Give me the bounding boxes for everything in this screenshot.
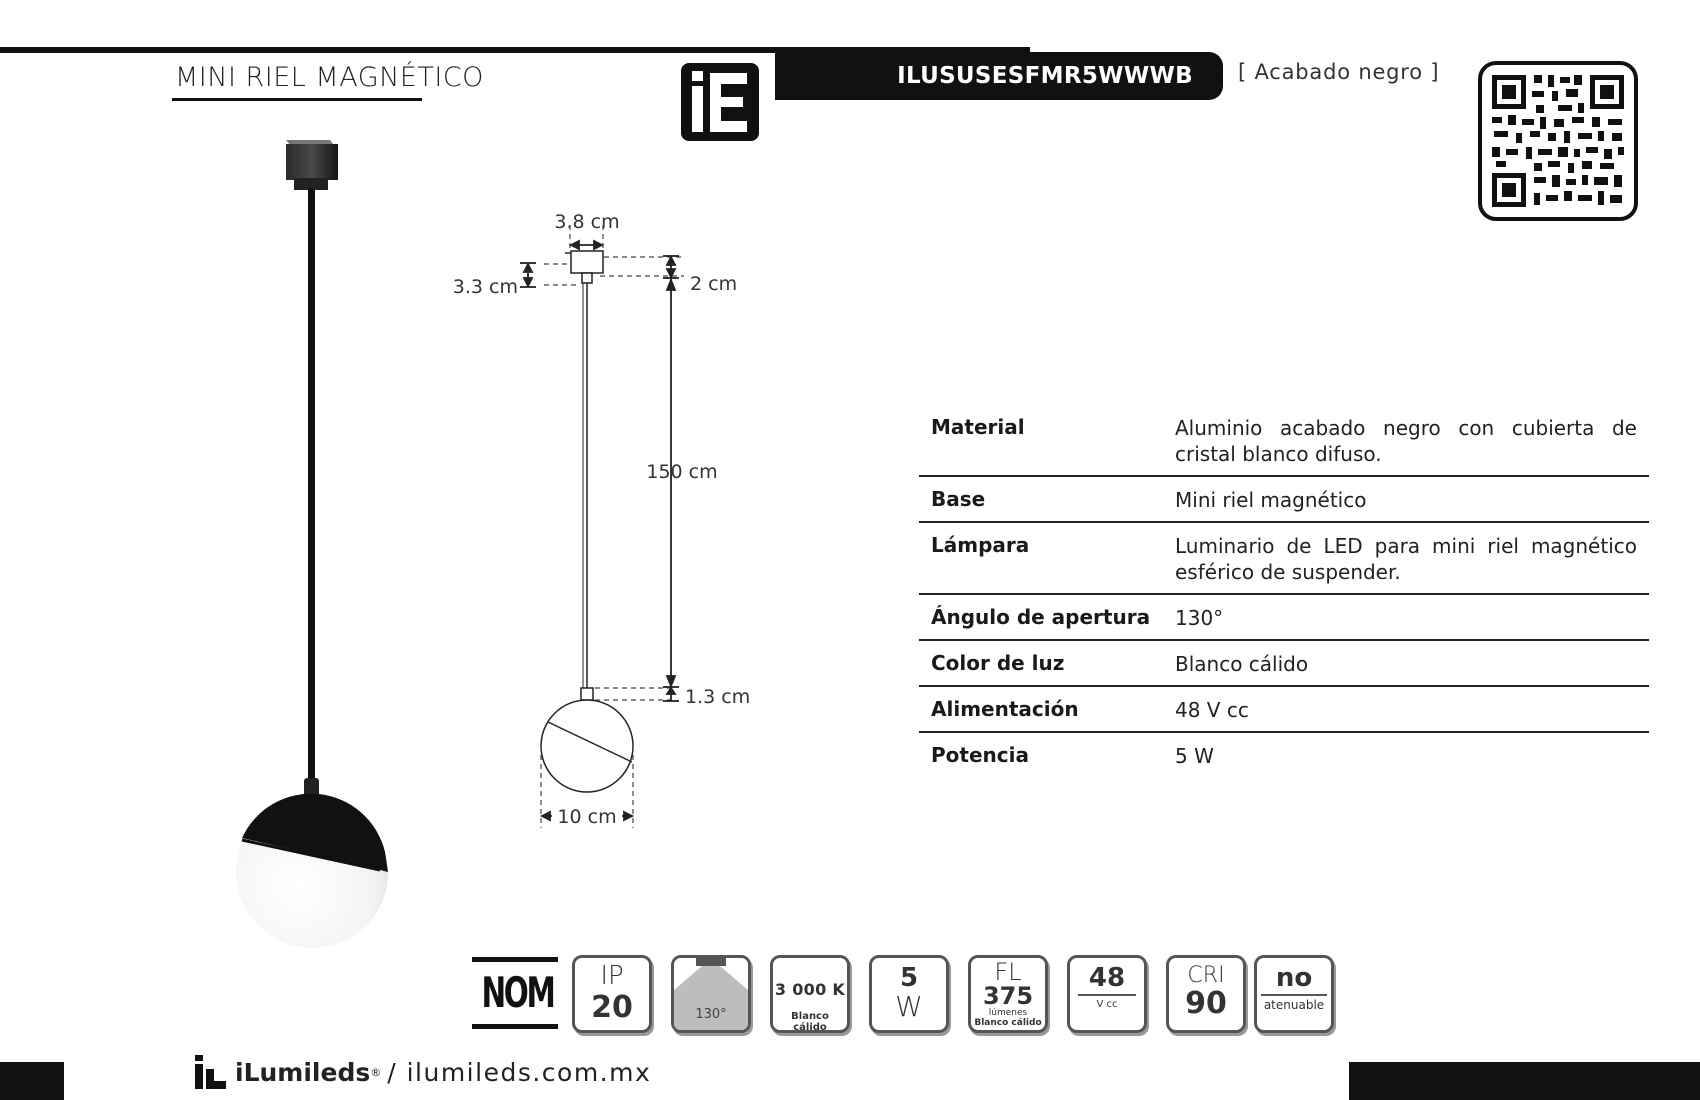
- ie-logo: [680, 62, 760, 142]
- table-row: [919, 477, 1649, 523]
- spec-value: 130°: [1175, 606, 1224, 630]
- spec-value: Aluminio acabado negro con cubierta de cristal blanco difuso.: [1175, 416, 1637, 466]
- watts-badge: 5 W: [869, 955, 949, 1033]
- spec-label: Material: [931, 415, 1025, 439]
- dimmable-badge: no atenuable: [1254, 955, 1334, 1033]
- spec-label: Potencia: [931, 743, 1029, 767]
- finish-label: [ Acabado negro ]: [1238, 60, 1440, 84]
- spec-value: 5 W: [1175, 744, 1214, 768]
- table-row: [919, 687, 1649, 733]
- table-row: [919, 733, 1649, 777]
- dim-height-base: 3.3 cm: [452, 276, 518, 298]
- product-code: ILUSUSESFMR5WWWB: [775, 52, 1223, 100]
- ilumileds-logo-icon: [195, 1055, 229, 1089]
- badge-row: [472, 953, 1352, 1043]
- cri-badge: CRI 90: [1166, 955, 1246, 1033]
- brand-footer: [195, 1055, 651, 1089]
- footer-bar-left: [0, 1062, 64, 1100]
- spec-value: Mini riel magnético: [1175, 488, 1367, 512]
- voltage-badge: 48 V cc: [1067, 955, 1147, 1033]
- table-row: [919, 523, 1649, 595]
- spec-value: Blanco cálido: [1175, 652, 1309, 676]
- beam-angle-badge: 130°: [671, 955, 751, 1033]
- footer-bar-right: [1349, 1062, 1700, 1100]
- dim-cable-length: 150 cm: [646, 461, 718, 483]
- product-photo: [230, 130, 410, 960]
- dim-width-top: 3.8 cm: [554, 211, 620, 233]
- dim-height-top: 2 cm: [690, 273, 738, 295]
- spec-label: Color de luz: [931, 651, 1065, 675]
- website-link[interactable]: / ilumileds.com.mx: [387, 1057, 652, 1087]
- spec-label: Ángulo de apertura: [931, 605, 1151, 629]
- spec-label: Alimentación: [931, 697, 1079, 721]
- dimension-drawing: [440, 200, 780, 840]
- table-row: [919, 595, 1649, 641]
- dim-diameter: 10 cm: [557, 806, 617, 828]
- qr-code-icon: [1478, 61, 1638, 221]
- spec-value: Luminario de LED para mini riel magnético esférico de suspender.: [1175, 534, 1637, 584]
- spec-label: Lámpara: [931, 533, 1030, 557]
- spec-label: Base: [931, 487, 986, 511]
- brand-name: iLumileds: [235, 1057, 371, 1087]
- spec-table: [919, 405, 1649, 777]
- table-row: [919, 641, 1649, 687]
- registered-mark: ®: [370, 1065, 382, 1079]
- spec-value: 48 V cc: [1175, 698, 1249, 722]
- nom-badge: NOM: [472, 957, 558, 1035]
- dim-neck: 1.3 cm: [685, 686, 751, 708]
- table-row: [919, 405, 1649, 477]
- ip-badge: IP 20: [572, 955, 652, 1033]
- lumens-badge: FL 375 lúmenes Blanco cálido: [968, 955, 1048, 1033]
- page-title: MINI RIEL MAGNÉTICO: [175, 62, 484, 93]
- kelvin-badge: 3 000 K Blanco cálido: [770, 955, 850, 1033]
- title-underline: [172, 98, 422, 101]
